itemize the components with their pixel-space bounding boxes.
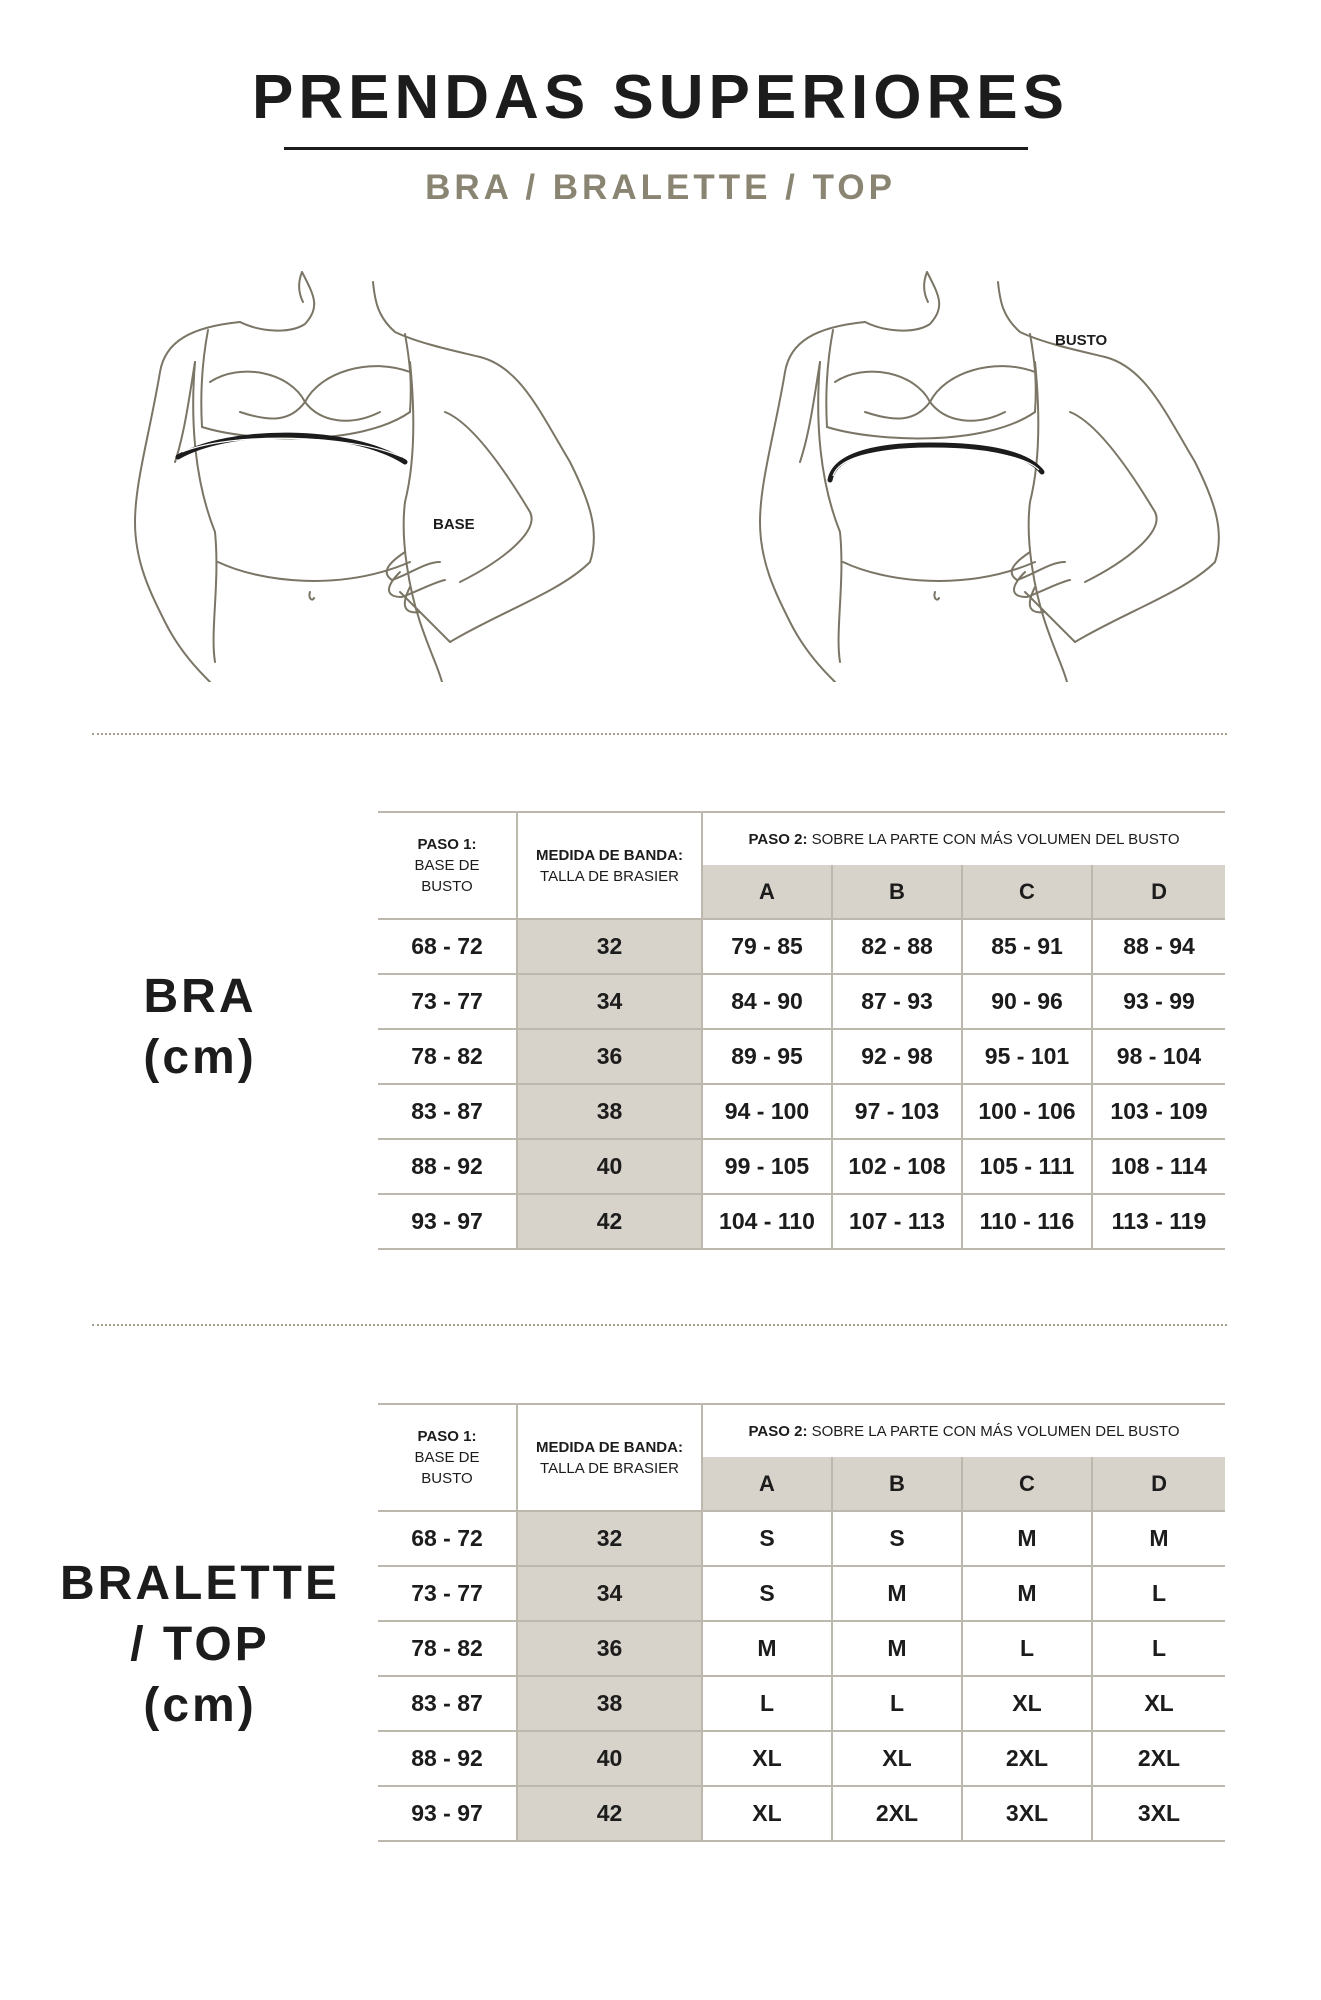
size-cell: 79 - 85 [702,919,832,974]
table-row [378,1511,1225,1566]
band-cell: 36 [517,1029,702,1084]
table-row [378,919,1225,974]
step2-header: PASO 2: SOBRE LA PARTE CON MÁS VOLUMEN DEL BUSTO [702,1404,1225,1457]
base-measurement-figure [120,262,640,682]
cup-header: A [702,865,832,919]
cup-header: D [1092,865,1225,919]
size-cell: 90 - 96 [962,974,1092,1029]
page-title: PRENDAS SUPERIORES [252,63,1069,132]
table-row [378,1194,1225,1249]
section-divider [92,733,1227,735]
band-cell: 40 [517,1139,702,1194]
base-cell: 83 - 87 [378,1084,517,1139]
bust-label: BUSTO [1055,332,1108,349]
size-cell: 104 - 110 [702,1194,832,1249]
step1-header: PASO 1: BASE DE BUSTO [378,1404,517,1511]
size-cell: M [832,1566,962,1621]
size-cell: XL [962,1676,1092,1731]
base-cell: 73 - 77 [378,1566,517,1621]
size-cell: 107 - 113 [832,1194,962,1249]
size-cell: XL [832,1731,962,1786]
base-cell: 93 - 97 [378,1194,517,1249]
size-cell: 97 - 103 [832,1084,962,1139]
band-header: MEDIDA DE BANDA: TALLA DE BRASIER [517,812,702,919]
size-cell: S [702,1566,832,1621]
title-underline [284,147,1028,150]
cup-header: A [702,1457,832,1511]
cup-header: C [962,1457,1092,1511]
bra-size-table [378,811,1225,1250]
bralette-label-line1: BRALETTE [60,1557,340,1610]
size-cell: 2XL [1092,1731,1225,1786]
size-cell: 95 - 101 [962,1029,1092,1084]
size-cell: 88 - 94 [1092,919,1225,974]
band-cell: 42 [517,1194,702,1249]
size-cell: S [702,1511,832,1566]
section-divider [92,1324,1227,1326]
size-cell: 103 - 109 [1092,1084,1225,1139]
base-cell: 83 - 87 [378,1676,517,1731]
bralette-section-label [55,1553,345,1736]
size-cell: 113 - 119 [1092,1194,1225,1249]
cup-header: D [1092,1457,1225,1511]
size-cell: L [832,1676,962,1731]
size-cell: XL [1092,1676,1225,1731]
bust-measurement-figure [745,262,1245,682]
base-cell: 93 - 97 [378,1786,517,1841]
cup-header: B [832,1457,962,1511]
band-cell: 36 [517,1621,702,1676]
table-row [378,1029,1225,1084]
bralette-size-table [378,1403,1225,1842]
size-cell: 92 - 98 [832,1029,962,1084]
size-cell: 108 - 114 [1092,1139,1225,1194]
cup-header: C [962,865,1092,919]
size-cell: L [962,1621,1092,1676]
size-cell: 2XL [832,1786,962,1841]
base-cell: 88 - 92 [378,1139,517,1194]
table-row [378,1566,1225,1621]
table-row [378,974,1225,1029]
bralette-label-line2: / TOP [130,1618,270,1671]
table-row [378,1139,1225,1194]
size-cell: 84 - 90 [702,974,832,1029]
band-cell: 34 [517,1566,702,1621]
size-cell: 82 - 88 [832,919,962,974]
base-cell: 68 - 72 [378,919,517,974]
band-cell: 32 [517,1511,702,1566]
step1-header: PASO 1: BASE DE BUSTO [378,812,517,919]
base-cell: 78 - 82 [378,1621,517,1676]
torso-base-illustration [120,262,640,682]
size-cell: M [962,1511,1092,1566]
bra-label-line1: BRA [143,970,257,1023]
table-row [378,1084,1225,1139]
torso-bust-illustration [745,262,1245,682]
cup-header: B [832,865,962,919]
size-cell: 100 - 106 [962,1084,1092,1139]
step2-header: PASO 2: SOBRE LA PARTE CON MÁS VOLUMEN DEL BUSTO [702,812,1225,865]
bra-section-label [130,966,270,1088]
size-cell: 99 - 105 [702,1139,832,1194]
band-header: MEDIDA DE BANDA: TALLA DE BRASIER [517,1404,702,1511]
size-cell: 89 - 95 [702,1029,832,1084]
bralette-label-line3: (cm) [143,1679,257,1732]
table-row [378,1621,1225,1676]
size-cell: 87 - 93 [832,974,962,1029]
base-cell: 68 - 72 [378,1511,517,1566]
band-cell: 40 [517,1731,702,1786]
size-cell: 94 - 100 [702,1084,832,1139]
table-row [378,1731,1225,1786]
band-cell: 42 [517,1786,702,1841]
size-cell: 2XL [962,1731,1092,1786]
base-cell: 73 - 77 [378,974,517,1029]
band-cell: 34 [517,974,702,1029]
size-cell: 85 - 91 [962,919,1092,974]
size-cell: 110 - 116 [962,1194,1092,1249]
size-cell: 3XL [1092,1786,1225,1841]
size-cell: M [1092,1511,1225,1566]
size-cell: XL [702,1786,832,1841]
band-cell: 38 [517,1676,702,1731]
size-cell: 3XL [962,1786,1092,1841]
size-cell: 102 - 108 [832,1139,962,1194]
size-cell: S [832,1511,962,1566]
table-row [378,1786,1225,1841]
base-cell: 78 - 82 [378,1029,517,1084]
size-cell: XL [702,1731,832,1786]
bra-label-line2: (cm) [143,1031,257,1084]
band-cell: 38 [517,1084,702,1139]
size-cell: M [962,1566,1092,1621]
base-label: BASE [433,516,475,533]
base-cell: 88 - 92 [378,1731,517,1786]
size-cell: 105 - 111 [962,1139,1092,1194]
size-cell: 93 - 99 [1092,974,1225,1029]
band-cell: 32 [517,919,702,974]
size-cell: M [702,1621,832,1676]
size-cell: L [702,1676,832,1731]
size-cell: M [832,1621,962,1676]
page-subtitle: BRA / BRALETTE / TOP [425,168,896,207]
size-cell: 98 - 104 [1092,1029,1225,1084]
size-cell: L [1092,1566,1225,1621]
table-row [378,1676,1225,1731]
size-cell: L [1092,1621,1225,1676]
